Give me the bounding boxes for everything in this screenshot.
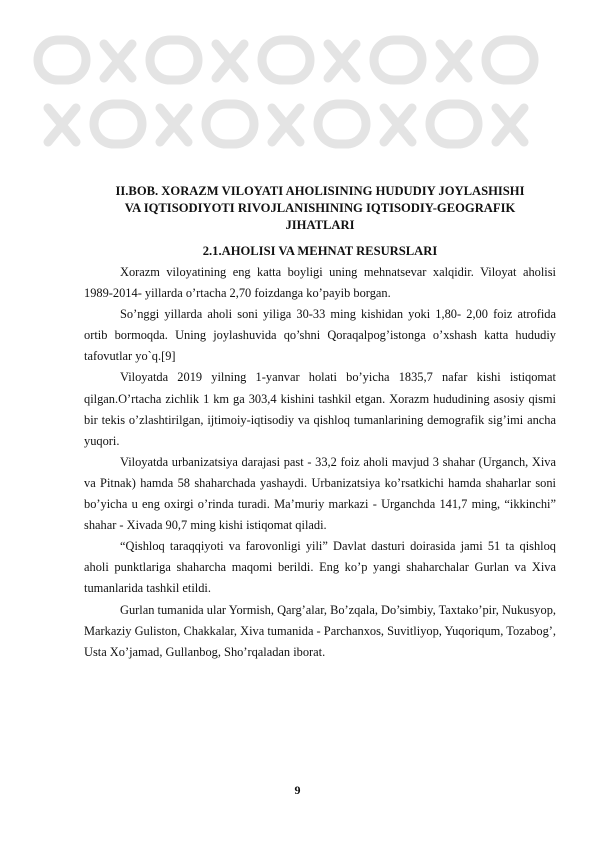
document-body — [84, 183, 556, 663]
paragraph-6: Gurlan tumanida ular Yormish, Qarg’alar, Bo’zqala, Do’simbiy, Taxtako’pir, Nukusyop, Markaziy Guliston, Chakkalar, Xiva tumanida - Parchanxos, Suvitliyop, Yuqoriqum, Tozabog’, Usta Xo’jamad, Gullanbog, Sho’rqaladan iborat. — [84, 602, 556, 659]
watermark-glyph — [38, 40, 534, 80]
chapter-title-line-2: VA IQTISODIYOTI RIVOJLANISHINING IQTISODIY-GEOGRAFIK — [124, 201, 516, 215]
chapter-title-line-1: II.BOB. XORAZM VILOYATI AHOLISINING HUDUDIY JOYLASHISHI — [115, 184, 525, 198]
paragraph-2: So’nggi yillarda aholi soni yiliga 30-33 ming kishidan yoki 1,80- 2,00 foiz atrofida ortib bormoqda. Uning joylashuvida qo’shni Qoraqalpog’istonga o’xshash katta hududiy tafovutlar yo`q.[9] — [84, 307, 556, 364]
chapter-title — [84, 183, 556, 234]
paragraph-3: Viloyatda 2019 yilning 1-yanvar holati bo’yicha 1835,7 nafar kishi istiqomat qilgan.O’rtacha zichlik 1 km ga 303,4 kishini tashkil etgan. Xorazm hududining asosiy qismi bir tekis o’zlashtirilgan, ijtimoiy-iqtisodiy va qishloq tumanlarining demografik sig’imi ancha yuqori. — [84, 370, 556, 448]
chapter-title-line-3: JIHATLARI — [285, 218, 355, 232]
paragraph-5: “Qishloq taraqqiyoti va farovonligi yili” Davlat dasturi doirasida jami 51 ta qishloq aholi punktlariga shaharcha maqomi berildi. Eng ko’p yangi shaharchalar Gurlan va Xiva tumanlarida tashkil etildi. — [84, 539, 556, 596]
paragraph-4: Viloyatda urbanizatsiya darajasi past - 33,2 foiz aholi mavjud 3 shahar (Urganch, Xiva va Pitnak) hamda 58 shaharchada yashaydi. Urbanizatsiya ko’rsatkichi hamda shaharlar soni bo’yicha u eng oxirgi o’rinda turadi. Ma’muriy markazi - Urganchda 141,7 ming, “ikkinchi” shahar - Xivada 90,7 ming kishi istiqomat qiladi. — [84, 454, 556, 533]
paragraph-1: Xorazm viloyatining eng katta boyligi uning mehnatsevar xalqidir. Viloyat aholisi 1989-2014- yillarda o’rtacha 2,70 foizdanga ko’payib borgan. — [84, 265, 556, 301]
page-number: 9 — [294, 783, 301, 797]
watermark-glyph — [48, 104, 524, 144]
section-title: 2.1.AHOLISI VA MEHNAT RESURSLARI — [202, 244, 438, 258]
